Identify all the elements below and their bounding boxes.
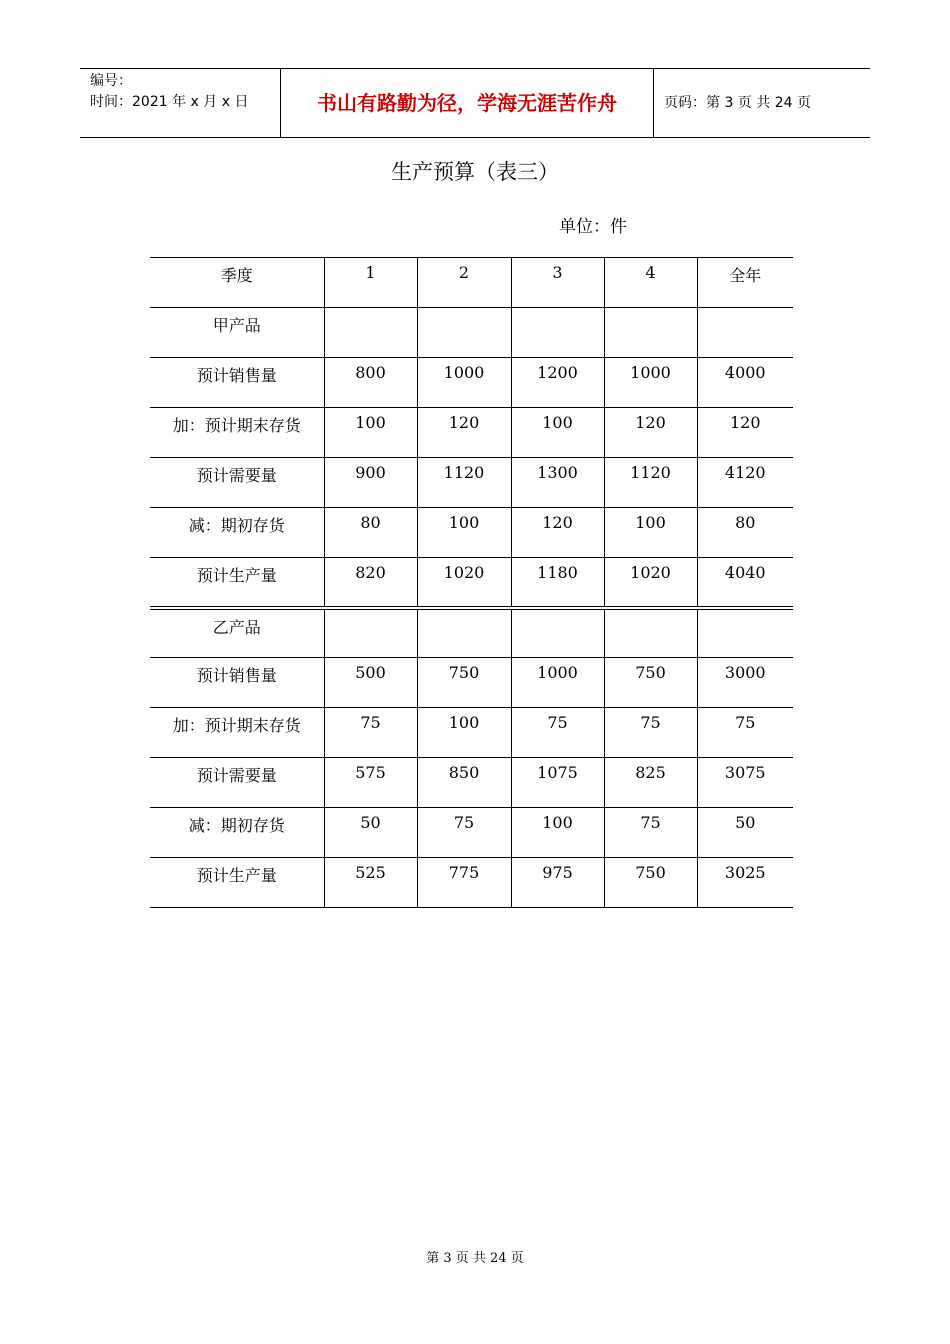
- table-cell: 1000: [417, 358, 511, 408]
- table-cell: [604, 308, 697, 358]
- table-cell: 120: [417, 408, 511, 458]
- table-cell: 4040: [697, 558, 793, 608]
- row-label: 预计销售量: [150, 658, 324, 708]
- table-cell: [324, 608, 417, 658]
- table-cell: 1020: [604, 558, 697, 608]
- table-row: [150, 858, 793, 908]
- table-row: [150, 808, 793, 858]
- table-cell: 50: [697, 808, 793, 858]
- row-label: 加：预计期末存货: [150, 408, 324, 458]
- table-cell: 120: [604, 408, 697, 458]
- table-body: [150, 258, 793, 908]
- table-cell: 1200: [511, 358, 604, 408]
- table-cell: 820: [324, 558, 417, 608]
- table-cell: 75: [511, 708, 604, 758]
- table-cell: 100: [417, 508, 511, 558]
- table-cell: 80: [697, 508, 793, 558]
- table-cell: [324, 308, 417, 358]
- table-cell: 750: [604, 658, 697, 708]
- table-cell: 4120: [697, 458, 793, 508]
- header-meta: [80, 69, 281, 137]
- table-cell: 1020: [417, 558, 511, 608]
- row-label: 预计生产量: [150, 558, 324, 608]
- table-cell: 100: [511, 808, 604, 858]
- table-cell: 900: [324, 458, 417, 508]
- table-cell: 120: [697, 408, 793, 458]
- table-cell: 75: [417, 808, 511, 858]
- table-cell: 3000: [697, 658, 793, 708]
- table-cell: 80: [324, 508, 417, 558]
- column-header: 季度: [150, 258, 324, 308]
- table-cell: 1120: [417, 458, 511, 508]
- row-label: 预计销售量: [150, 358, 324, 408]
- row-label: 减：期初存货: [150, 808, 324, 858]
- column-header: 3: [511, 258, 604, 308]
- document-header: [80, 68, 870, 138]
- table-cell: [417, 308, 511, 358]
- table-cell: 1300: [511, 458, 604, 508]
- table-cell: [697, 608, 793, 658]
- table-row: [150, 508, 793, 558]
- row-label: 预计需要量: [150, 758, 324, 808]
- table-cell: 120: [511, 508, 604, 558]
- table-cell: 1180: [511, 558, 604, 608]
- table-cell: 75: [604, 808, 697, 858]
- row-label: 乙产品: [150, 608, 324, 658]
- table-cell: 750: [604, 858, 697, 908]
- table-cell: 850: [417, 758, 511, 808]
- table-cell: 825: [604, 758, 697, 808]
- table-row: [150, 708, 793, 758]
- table-cell: 800: [324, 358, 417, 408]
- column-header: 全年: [697, 258, 793, 308]
- number-label: 编号：: [90, 73, 132, 89]
- table-cell: 100: [604, 508, 697, 558]
- table-cell: 1000: [604, 358, 697, 408]
- column-header: 4: [604, 258, 697, 308]
- table-cell: 1000: [511, 658, 604, 708]
- row-label: 加：预计期末存货: [150, 708, 324, 758]
- table-cell: 75: [324, 708, 417, 758]
- page-title: 生产预算（表三）: [391, 160, 559, 184]
- table-cell: 100: [324, 408, 417, 458]
- table-cell: 3025: [697, 858, 793, 908]
- row-label: 预计需要量: [150, 458, 324, 508]
- production-budget-table: [150, 257, 793, 908]
- table-cell: 750: [417, 658, 511, 708]
- column-header: 2: [417, 258, 511, 308]
- table-row: [150, 308, 793, 358]
- table-header-row: [150, 258, 793, 308]
- table-cell: 975: [511, 858, 604, 908]
- table-cell: 75: [604, 708, 697, 758]
- table-cell: 575: [324, 758, 417, 808]
- table-cell: [511, 608, 604, 658]
- table-row: [150, 458, 793, 508]
- table-cell: 3075: [697, 758, 793, 808]
- table-row: [150, 408, 793, 458]
- table-cell: [417, 608, 511, 658]
- table-cell: 500: [324, 658, 417, 708]
- table-cell: 75: [697, 708, 793, 758]
- table-row: [150, 558, 793, 608]
- table-cell: 100: [511, 408, 604, 458]
- table-row: [150, 758, 793, 808]
- table-row: [150, 658, 793, 708]
- table-cell: 1120: [604, 458, 697, 508]
- table-cell: [511, 308, 604, 358]
- date-label: 时间：2021 年 x 月 x 日: [90, 94, 249, 110]
- page-footer: 第 3 页 共 24 页: [426, 1251, 524, 1266]
- unit-label: 单位：件: [559, 217, 627, 237]
- table-cell: [697, 308, 793, 358]
- table-row: [150, 358, 793, 408]
- row-label: 甲产品: [150, 308, 324, 358]
- table-cell: 100: [417, 708, 511, 758]
- table-cell: 525: [324, 858, 417, 908]
- header-motto: 书山有路勤为径，学海无涯苦作舟: [281, 69, 654, 137]
- table-cell: 1075: [511, 758, 604, 808]
- table-cell: [604, 608, 697, 658]
- column-header: 1: [324, 258, 417, 308]
- header-page-info: 页码：第 3 页 共 24 页: [664, 95, 811, 111]
- row-label: 预计生产量: [150, 858, 324, 908]
- table-row: [150, 608, 793, 658]
- row-label: 减：期初存货: [150, 508, 324, 558]
- table-cell: 775: [417, 858, 511, 908]
- table-cell: 50: [324, 808, 417, 858]
- table-cell: 4000: [697, 358, 793, 408]
